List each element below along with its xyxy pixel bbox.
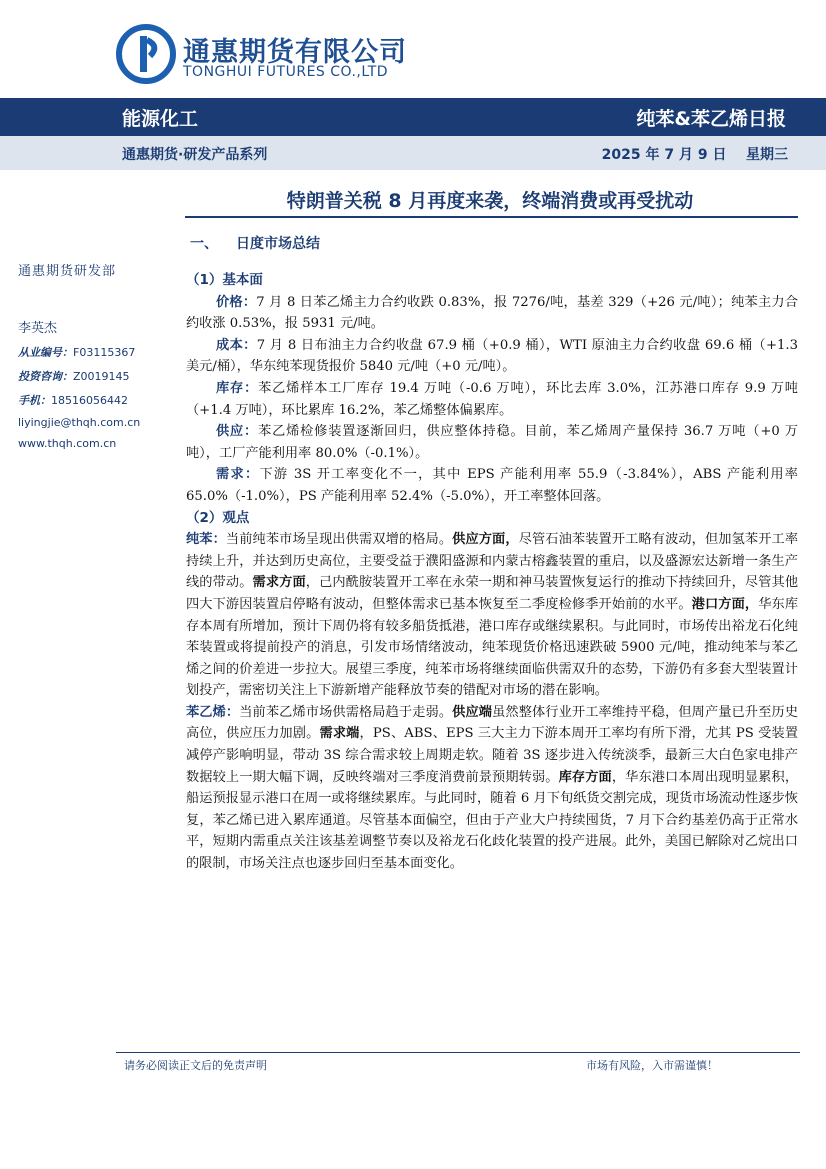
supply-paragraph: 供应：苯乙烯检修装置逐渐回归，供应整体持稳。目前，苯乙烯周产量保持 36.7 万吨（+0 万吨），工厂产能利用率 80.0%（-0.1%）。 [186, 424, 798, 461]
footer-divider [116, 1052, 800, 1053]
views-heading: （2）观点 [186, 509, 250, 526]
analyst-name: 李英杰 [18, 321, 58, 336]
subheader-band [0, 136, 826, 170]
styrene-view: 苯乙烯：当前苯乙烯市场供需格局趋于走弱。供应端虽然整体行业开工率维持平稳，但周产量已升至历史高位，供应压力加剧。需求端，PS、ABS、EPS 三大主力下游本周开工率均有所下滑，尤其 PS 受装置减停产影响明显，带动 3S 综合需求较上周期走软。随着 3S 逐步进入传统淡季，最新三大白色家电排产数据较上一期大幅下调，反映终端对三季度消费前景预期转弱。库存方面，华东港口本周出现明显累积，船运预报显示港口在周一或将继续累库。与此同时，随着 6 月下旬纸货交割完成，现货市场流动性逐步恢复，苯乙烯已进入累库通道。尽管基本面偏空，但由于产业大户持续囤货，7 月下合约基差仍高于正常水平，短期内需重点关注该基差调整节奏以及裕龙石化歧化装置的投产进展。此外，美国已解除对乙烷出口的限制，市场关注点也逐步回归至基本面变化。 [186, 704, 799, 872]
website-link[interactable]: www.thqh.com.cn [18, 437, 117, 450]
disclaimer-note: 请务必阅读正文后的免责声明 [124, 1059, 267, 1072]
benzene-view: 纯苯：当前纯苯市场呈现出供需双增的格局。供应方面，尽管石油苯装置开工略有波动，但加氢苯开工率持续上升，并达到历史高位，主要受益于濮阳盛源和内蒙古榕鑫装置的重启，以及盛源宏达新增一条生产线的带动。需求方面，己内酰胺装置开工率在永荣一期和神马装置恢复运行的推动下持续回升，尽管其他四大下游因装置启停略有波动，但整体需求已基本恢复至二季度检修季开始前的水平。港口方面，华东库存本周有所增加，预计下周仍将有较多船货抵港，港口库存或继续累积。与此同时，市场传出裕龙石化纯苯装置或将提前投产的消息，引发市场情绪波动，纯苯现货价格迅速跌破 5900 元/吨，推动纯苯与苯乙烯之间的价差进一步拉大。展望三季度，纯苯市场将继续面临供需双升的态势，下游仍有多套大型装置计划投产，需密切关注上下游新增产能释放节奏的错配对市场的潜在影响。 [186, 532, 799, 699]
header-band [0, 98, 826, 136]
report-date: 2025 年 7 月 9 日 星期三 [601, 147, 788, 163]
sector-label: 能源化工 [122, 108, 199, 130]
section-heading: 一、 日度市场总结 [190, 236, 320, 252]
cost-paragraph: 成本：7 月 8 日布油主力合约收盘 67.9 桶（+0.9 桶），WTI 原油主力合约收盘 69.6 桶（+1.3 美元/桶），华东纯苯现货报价 5840 元/吨（+0 元/吨）。 [186, 337, 798, 375]
report-body [186, 270, 798, 875]
sidebar-row: 投资咨询：Z0019145 [18, 370, 130, 383]
email-link[interactable]: liyingjie@thqh.com.cn [18, 416, 141, 429]
page-title: 特朗普关税 8 月再度来袭，终端消费或再受扰动 [286, 190, 694, 212]
sidebar-row: 手机：18516056442 [18, 394, 128, 407]
series-label: 通惠期货·研发产品系列 [122, 147, 268, 163]
stock-paragraph: 库存：苯乙烯样本工厂库存 19.4 万吨（-0.6 万吨），环比去库 3.0%，江苏港口库存 9.9 万吨（+1.4 万吨），环比累库 16.2%，苯乙烯整体偏累库。 [186, 380, 798, 418]
company-logo-icon [116, 24, 176, 84]
company-name-en: TONGHUI FUTURES CO.,LTD [183, 64, 389, 80]
basics-heading: （1）基本面 [186, 272, 263, 288]
report-name: 纯苯&苯乙烯日报 [636, 108, 786, 130]
sidebar-row: 从业编号：F03115367 [18, 346, 136, 359]
sidebar [18, 260, 168, 458]
title-divider [185, 216, 798, 218]
risk-note: 市场有风险，入市需谨慎！ [586, 1059, 718, 1072]
demand-paragraph: 需求：下游 3S 开工率变化不一，其中 EPS 产能利用率 55.9（-3.84%），ABS 产能利用率 65.0%（-1.0%），PS 产能利用率 52.4%（-5.0%），开工率整体回落。 [186, 467, 798, 504]
research-dept: 通惠期货研发部 [18, 264, 117, 279]
company-name-cn: 通惠期货有限公司 [183, 37, 407, 68]
price-paragraph: 价格：7 月 8 日苯乙烯主力合约收跌 0.83%，报 7276/吨，基差 329（+26 元/吨）；纯苯主力合约收涨 0.53%，报 5931 元/吨。 [186, 294, 798, 332]
